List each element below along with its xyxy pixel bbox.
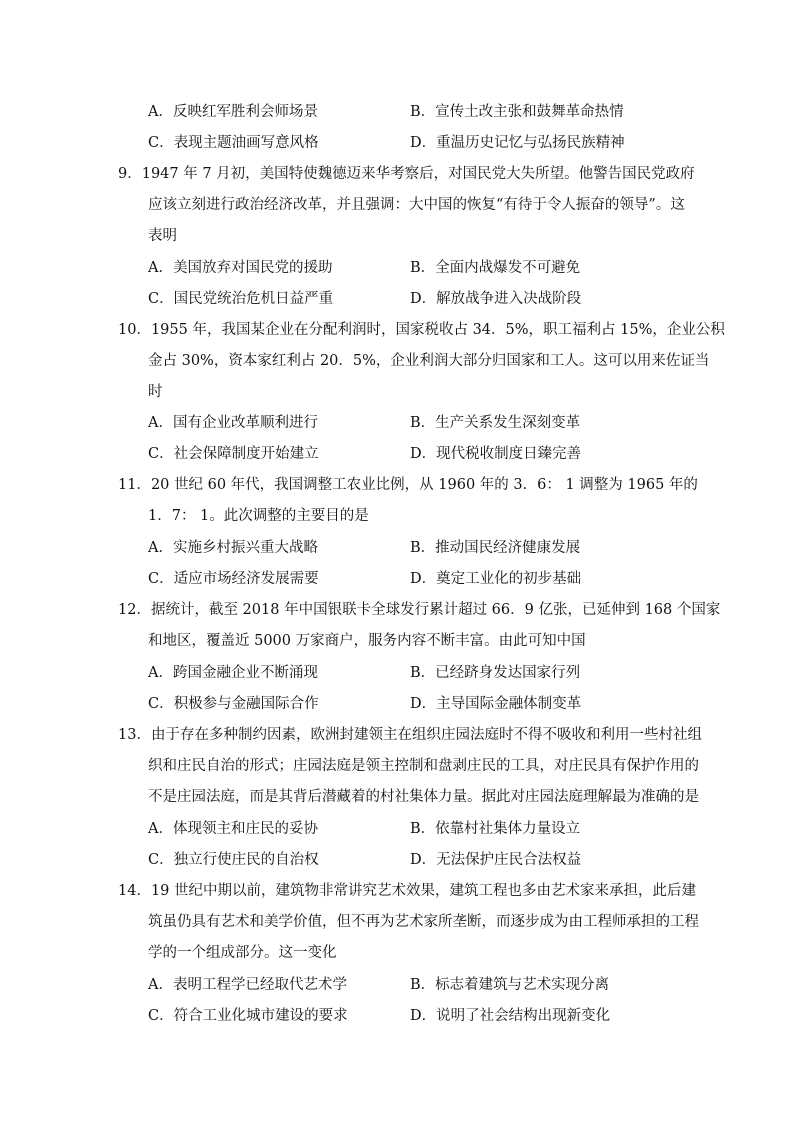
q14-option-a: A．表明工程学已经取代艺术学 <box>148 977 347 993</box>
q12-stem-line-1: 12．据统计，截至 2018 年中国银联卡全球发行累计超过 66．9 亿张，已延伸到 168 个国家 <box>118 602 721 618</box>
q14-stem-line-2: 筑虽仍具有艺术和美学价值，但不再为艺术家所垄断，而逐步成为由工程师承担的工程 <box>148 914 699 930</box>
q8-option-b: B．宣传土改主张和鼓舞革命热情 <box>410 104 624 120</box>
q12-stem-line-2: 和地区，覆盖近 5000 万家商户，服务内容不断丰富。由此可知中国 <box>148 633 586 649</box>
q11-stem <box>118 470 698 532</box>
q11-option-c: C．适应市场经济发展需要 <box>148 571 319 587</box>
q11-stem-line-2: 1．7： 1。此次调整的主要目的是 <box>148 508 369 524</box>
q11-options-row-1 <box>148 533 688 564</box>
q9-option-b: B．全面内战爆发不可避免 <box>410 260 581 276</box>
q11-stem-line-1: 11．20 世纪 60 年代，我国调整工农业比例，从 1960 年的 3．6： 1 调整为 1965 年的 <box>118 477 698 493</box>
q12-option-c: C．积极参与金融国际合作 <box>148 696 319 712</box>
q9-stem-line-1: 9．1947 年 7 月初，美国特使魏德迈来华考察后，对国民党大失所望。他警告国民党政府 <box>118 166 695 182</box>
q10-stem-line-2: 金占 30%，资本家红利占 20．5%，企业利润大部分归国家和工人。这可以用来佐证当 <box>148 353 710 369</box>
q14-options-row-2 <box>148 1001 688 1032</box>
q9-stem-line-3: 表明 <box>148 228 177 244</box>
q11-option-a: A．实施乡村振兴重大战略 <box>148 540 318 556</box>
q8-options-row-1 <box>148 97 688 128</box>
q13-option-b: B．依靠村社集体力量设立 <box>410 821 581 837</box>
q13-stem-line-3: 不是庄园法庭，而是其背后潜藏着的村社集体力量。据此对庄园法庭理解最为准确的是 <box>148 789 699 805</box>
q10-options-row-1 <box>148 408 688 439</box>
q12-option-a: A．跨国金融企业不断涌现 <box>148 665 318 681</box>
q14-options-row-1 <box>148 970 688 1001</box>
q11-options-row-2 <box>148 564 688 595</box>
q8-option-d: D．重温历史记忆与弘扬民族精神 <box>410 135 625 151</box>
q13-option-a: A．体现领主和庄民的妥协 <box>148 821 318 837</box>
q10-option-a: A．国有企业改革顺利进行 <box>148 415 318 431</box>
q14-option-d: D．说明了社会结构出现新变化 <box>410 1008 611 1024</box>
q13-option-d: D．无法保护庄民合法权益 <box>410 852 582 868</box>
q14-option-c: C．符合工业化城市建设的要求 <box>148 1008 348 1024</box>
q9-option-d: D．解放战争进入决战阶段 <box>410 291 582 307</box>
q13-stem-line-2: 织和庄民自治的形式；庄园法庭是领主控制和盘剥庄民的工具，对庄民具有保护作用的 <box>148 758 699 774</box>
q10-option-c: C．社会保障制度开始建立 <box>148 446 319 462</box>
q12-stem <box>118 595 721 657</box>
q9-options-row-2 <box>148 284 688 315</box>
q8-option-c: C．表现主题油画写意风格 <box>148 135 319 151</box>
q8-option-a: A．反映红军胜利会师场景 <box>148 104 318 120</box>
q12-option-b: B．已经跻身发达国家行列 <box>410 665 581 681</box>
q9-option-c: C．国民党统治危机日益严重 <box>148 291 334 307</box>
q12-options-row-2 <box>148 689 688 720</box>
q10-options-row-2 <box>148 439 688 470</box>
q13-options-row-2 <box>148 845 688 876</box>
q12-option-d: D．主导国际金融体制变革 <box>410 696 582 712</box>
q9-option-a: A．美国放弃对国民党的援助 <box>148 260 333 276</box>
q14-option-b: B．标志着建筑与艺术实现分离 <box>410 977 610 993</box>
q13-option-c: C．独立行使庄民的自治权 <box>148 852 319 868</box>
q9-options-row-1 <box>148 253 688 284</box>
q13-options-row-1 <box>148 814 688 845</box>
q8-options-row-2 <box>148 128 688 159</box>
q12-options-row-1 <box>148 658 688 689</box>
q9-stem <box>118 159 695 252</box>
q10-stem-line-1: 10．1955 年，我国某企业在分配利润时，国家税收占 34．5%，职工福利占 15%，企业公积 <box>118 322 725 338</box>
q9-stem-line-2: 应该立刻进行政治经济改革，并且强调：大中国的恢复“有待于令人振奋的领导”。这 <box>148 197 685 213</box>
q13-stem <box>118 720 702 813</box>
q13-stem-line-1: 13．由于存在多种制约因素，欧洲封建领主在组织庄园法庭时不得不吸收和利用一些村社组 <box>118 727 702 743</box>
q10-stem-line-3: 时 <box>148 384 163 400</box>
q10-stem <box>118 315 725 408</box>
q14-stem-line-3: 学的一个组成部分。这一变化 <box>148 945 337 961</box>
q11-option-b: B．推动国民经济健康发展 <box>410 540 581 556</box>
q10-option-d: D．现代税收制度日臻完善 <box>410 446 582 462</box>
q10-option-b: B．生产关系发生深刻变革 <box>410 415 581 431</box>
q14-stem-line-1: 14．19 世纪中期以前，建筑物非常讲究艺术效果，建筑工程也多由艺术家来承担，此后建 <box>118 883 697 899</box>
q14-stem <box>118 876 699 969</box>
q11-option-d: D．奠定工业化的初步基础 <box>410 571 582 587</box>
